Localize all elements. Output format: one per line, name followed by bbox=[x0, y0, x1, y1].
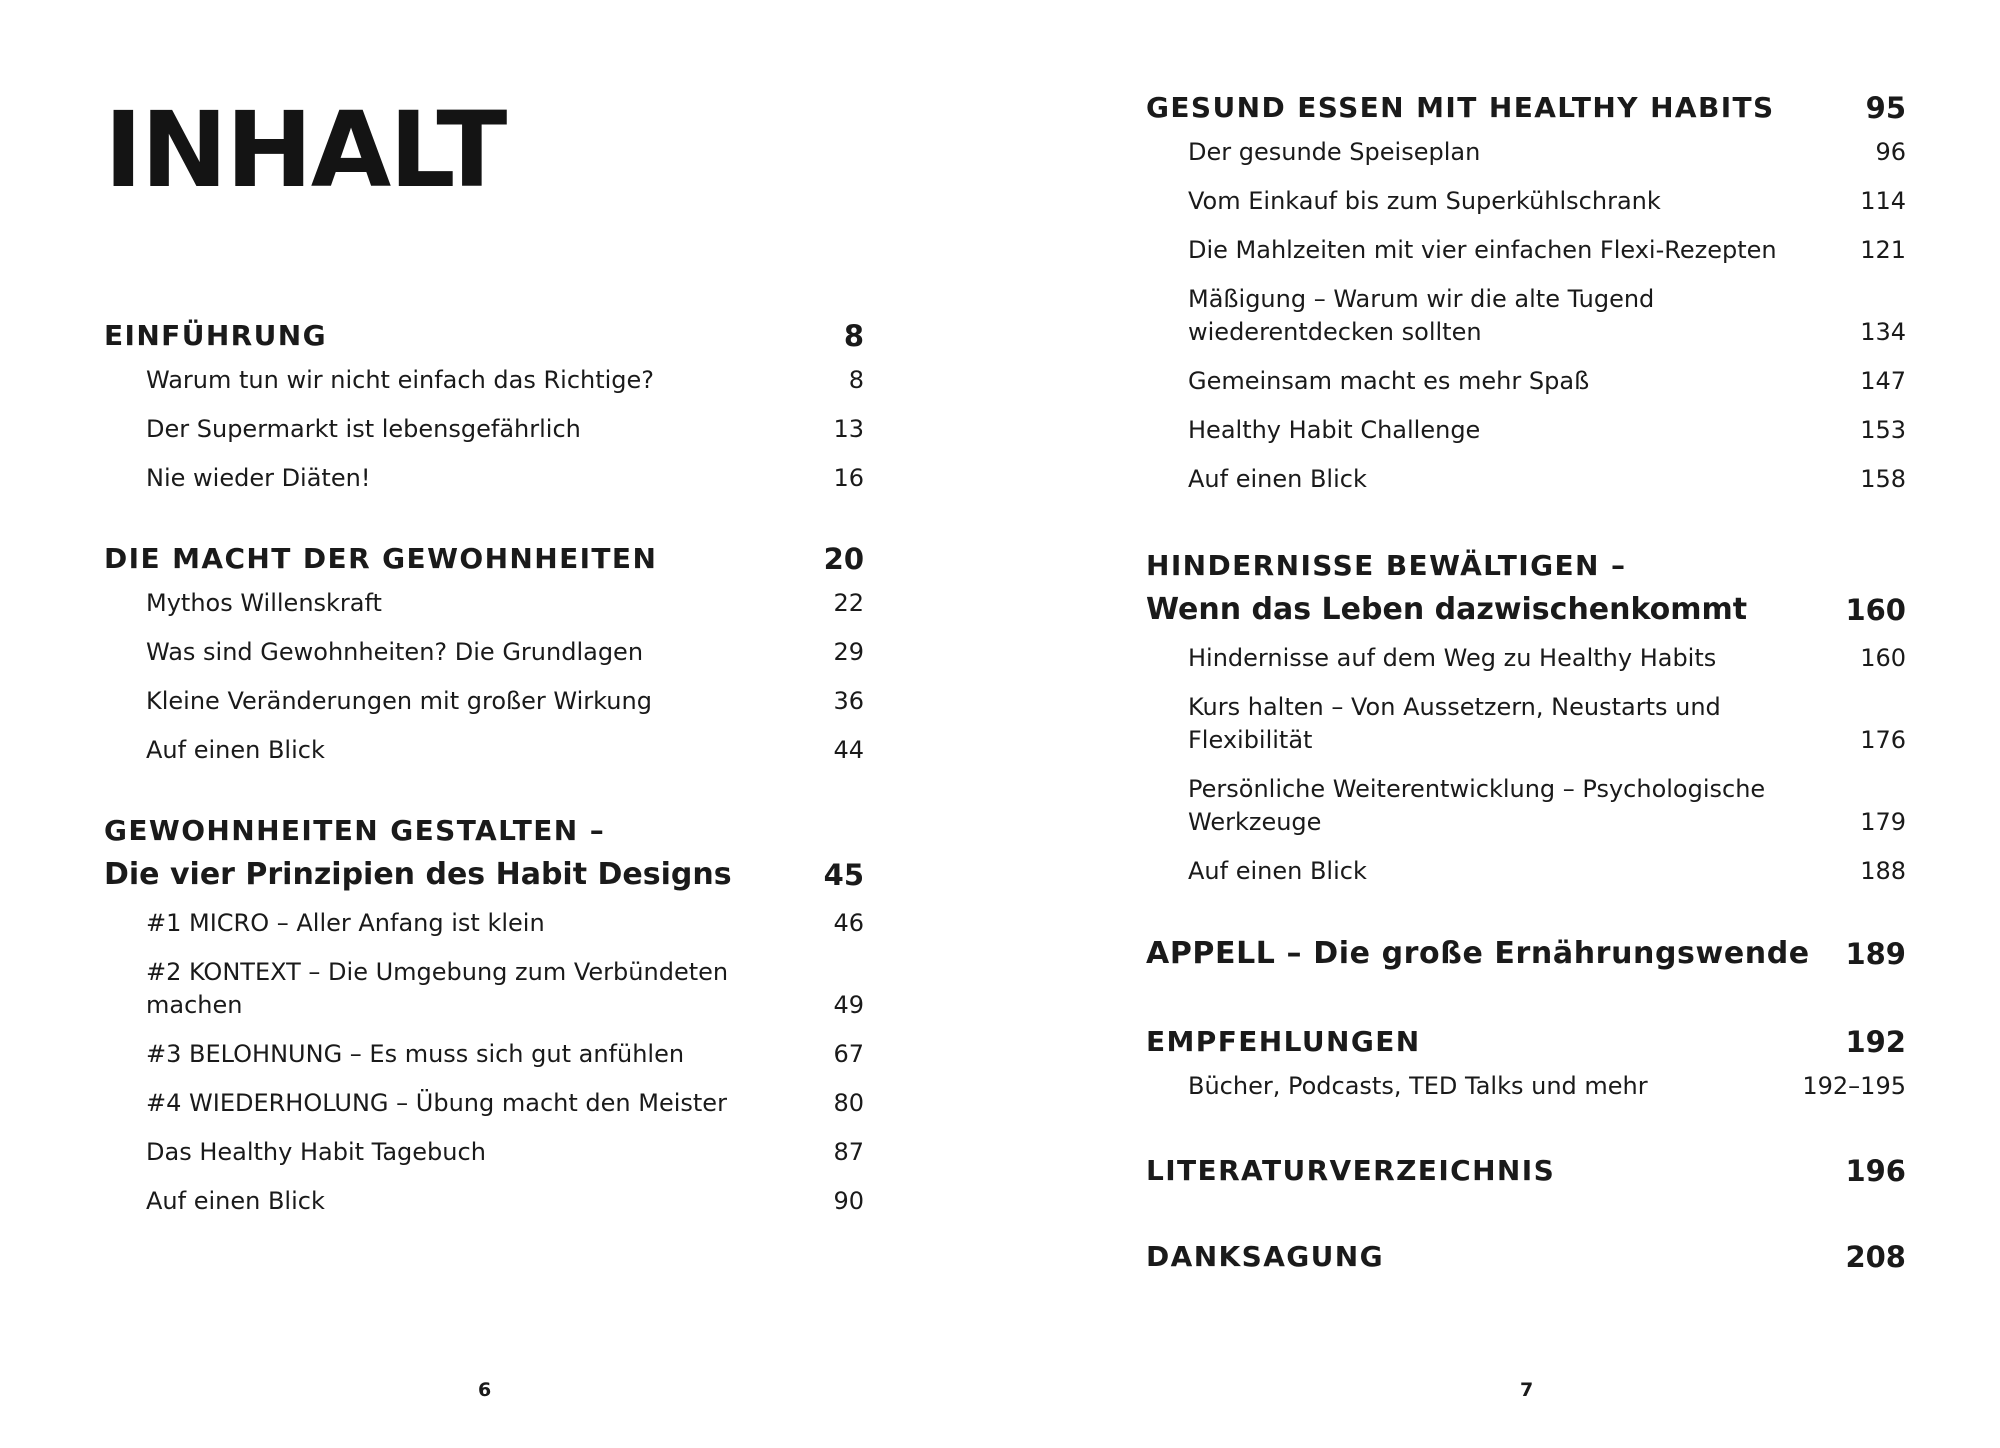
entry-title: #1 MICRO – Aller Anfang ist klein bbox=[146, 909, 545, 937]
section-page-number: 8 bbox=[843, 319, 864, 353]
entry-page-number: 29 bbox=[833, 638, 864, 666]
entry-title: Der gesunde Speiseplan bbox=[1188, 138, 1481, 166]
toc-entries bbox=[1188, 1070, 1906, 1103]
page-number: 6 bbox=[478, 1379, 492, 1401]
section-subtitle[interactable]: Die vier Prinzipien des Habit Designs bbox=[104, 857, 732, 892]
section-title[interactable]: GEWOHNHEITEN GESTALTEN – bbox=[104, 814, 606, 847]
entry-page-number: 22 bbox=[833, 589, 864, 617]
entry-page-number: 147 bbox=[1860, 367, 1906, 395]
section-subtitle[interactable]: Wenn das Leben dazwischenkommt bbox=[1146, 592, 1748, 627]
section-title[interactable]: HINDERNISSE BEWÄLTIGEN – bbox=[1146, 549, 1627, 582]
entry-page-number: 188 bbox=[1860, 857, 1906, 885]
entry-page-number: 49 bbox=[833, 991, 864, 1019]
entry-page-number: 176 bbox=[1860, 726, 1906, 754]
toc-entry[interactable] bbox=[146, 907, 864, 940]
entry-title: Was sind Gewohnheiten? Die Grundlagen bbox=[146, 638, 644, 666]
toc-entry[interactable] bbox=[146, 413, 864, 446]
toc-entry[interactable] bbox=[1188, 642, 1906, 675]
entry-page-number: 87 bbox=[833, 1138, 864, 1166]
entry-title: Der Supermarkt ist lebensgefährlich bbox=[146, 415, 581, 443]
toc-entry[interactable] bbox=[1188, 1070, 1906, 1103]
section-page-number: 192 bbox=[1845, 1025, 1906, 1059]
entry-page-number: 192–195 bbox=[1802, 1072, 1906, 1100]
entry-page-number: 8 bbox=[848, 366, 864, 394]
entry-title: Nie wieder Diäten! bbox=[146, 464, 371, 492]
toc-entry[interactable] bbox=[1188, 691, 1906, 757]
toc-entry[interactable] bbox=[146, 956, 864, 1022]
toc-section bbox=[104, 813, 864, 1218]
toc-entry[interactable] bbox=[1188, 234, 1906, 267]
section-heading-row bbox=[1146, 1024, 1906, 1060]
toc-entry[interactable] bbox=[1188, 855, 1906, 888]
toc-entry[interactable] bbox=[146, 587, 864, 620]
section-heading-row bbox=[1146, 90, 1906, 126]
toc-entry[interactable] bbox=[146, 685, 864, 718]
toc-entry[interactable] bbox=[1188, 283, 1906, 349]
section-title[interactable]: EINFÜHRUNG bbox=[104, 319, 327, 352]
entry-title: Gemeinsam macht es mehr Spaß bbox=[1188, 367, 1590, 395]
entry-title: Mythos Willenskraft bbox=[146, 589, 382, 617]
entry-page-number: 13 bbox=[833, 415, 864, 443]
section-title[interactable]: APPELL – Die große Ernährungswende bbox=[1146, 936, 1810, 971]
toc-entry[interactable] bbox=[1188, 414, 1906, 447]
toc-entries bbox=[1188, 136, 1906, 496]
section-title[interactable]: DANKSAGUNG bbox=[1146, 1240, 1385, 1273]
toc-section bbox=[1146, 1024, 1906, 1103]
section-page-number: 160 bbox=[1845, 593, 1906, 627]
section-page-number: 196 bbox=[1845, 1154, 1906, 1188]
page-number: 7 bbox=[1520, 1379, 1534, 1401]
entry-title: Auf einen Blick bbox=[146, 736, 325, 764]
entry-page-number: 153 bbox=[1860, 416, 1906, 444]
toc-section bbox=[1146, 548, 1906, 888]
toc-entries bbox=[146, 907, 864, 1218]
section-title[interactable]: GESUND ESSEN MIT HEALTHY HABITS bbox=[1146, 91, 1775, 124]
section-title[interactable]: DIE MACHT DER GEWOHNHEITEN bbox=[104, 542, 658, 575]
entry-title: Die Mahlzeiten mit vier einfachen Flexi-Rezepten bbox=[1188, 236, 1777, 264]
toc-column-right bbox=[1146, 90, 1906, 1275]
section-title[interactable]: LITERATURVERZEICHNIS bbox=[1146, 1154, 1556, 1187]
toc-entry[interactable] bbox=[146, 462, 864, 495]
toc-entry[interactable] bbox=[146, 1038, 864, 1071]
entry-title: Healthy Habit Challenge bbox=[1188, 416, 1481, 444]
entry-title: Vom Einkauf bis zum Superkühlschrank bbox=[1188, 187, 1661, 215]
entry-title: #2 KONTEXT – Die Umgebung zum Verbündeten machen bbox=[146, 958, 729, 1019]
section-heading-row bbox=[104, 318, 864, 354]
toc-column-left bbox=[104, 318, 864, 1234]
section-page-number: 208 bbox=[1845, 1240, 1906, 1274]
entry-page-number: 134 bbox=[1860, 318, 1906, 346]
section-heading-row bbox=[1146, 936, 1906, 972]
entry-title: Bücher, Podcasts, TED Talks und mehr bbox=[1188, 1072, 1648, 1100]
entry-title: Kleine Veränderungen mit großer Wirkung bbox=[146, 687, 652, 715]
entry-page-number: 46 bbox=[833, 909, 864, 937]
toc-entry[interactable] bbox=[146, 636, 864, 669]
toc-entry[interactable] bbox=[146, 1087, 864, 1120]
entry-title: Das Healthy Habit Tagebuch bbox=[146, 1138, 486, 1166]
entry-page-number: 90 bbox=[833, 1187, 864, 1215]
section-heading-row bbox=[1146, 1239, 1906, 1275]
section-page-number: 189 bbox=[1845, 937, 1906, 971]
toc-section bbox=[1146, 1239, 1906, 1275]
entry-page-number: 114 bbox=[1860, 187, 1906, 215]
entry-page-number: 160 bbox=[1860, 644, 1906, 672]
section-title[interactable]: EMPFEHLUNGEN bbox=[1146, 1025, 1421, 1058]
entry-title: #4 WIEDERHOLUNG – Übung macht den Meister bbox=[146, 1089, 727, 1117]
entry-title: Mäßigung – Warum wir die alte Tugend wiederentdecken sollten bbox=[1188, 285, 1655, 346]
entry-title: Auf einen Blick bbox=[1188, 465, 1367, 493]
entry-page-number: 44 bbox=[833, 736, 864, 764]
entry-page-number: 96 bbox=[1875, 138, 1906, 166]
toc-entry[interactable] bbox=[1188, 365, 1906, 398]
toc-entries bbox=[1188, 642, 1906, 888]
right-page bbox=[1000, 0, 2000, 1448]
entry-page-number: 67 bbox=[833, 1040, 864, 1068]
toc-entry[interactable] bbox=[146, 1185, 864, 1218]
entry-page-number: 16 bbox=[833, 464, 864, 492]
section-page-number: 45 bbox=[823, 858, 864, 892]
entry-page-number: 158 bbox=[1860, 465, 1906, 493]
section-page-number: 20 bbox=[823, 542, 864, 576]
toc-section bbox=[104, 318, 864, 495]
entry-page-number: 179 bbox=[1860, 808, 1906, 836]
toc-section bbox=[1146, 1153, 1906, 1189]
entry-title: Auf einen Blick bbox=[1188, 857, 1367, 885]
section-heading-row bbox=[104, 849, 864, 897]
toc-entries bbox=[146, 587, 864, 767]
entry-title: Kurs halten – Von Aussetzern, Neustarts und Flexibilität bbox=[1188, 693, 1721, 754]
toc-entry[interactable] bbox=[1188, 463, 1906, 496]
section-heading-row bbox=[1146, 1153, 1906, 1189]
toc-section bbox=[104, 541, 864, 767]
entry-page-number: 80 bbox=[833, 1089, 864, 1117]
section-page-number: 95 bbox=[1865, 91, 1906, 125]
toc-entries bbox=[146, 364, 864, 495]
toc-section bbox=[1146, 90, 1906, 496]
entry-title: Persönliche Weiterentwicklung – Psychologische Werkzeuge bbox=[1188, 775, 1766, 836]
entry-title: Warum tun wir nicht einfach das Richtige? bbox=[146, 366, 655, 394]
toc-entry[interactable] bbox=[1188, 773, 1906, 839]
toc-section bbox=[1146, 936, 1906, 972]
toc-entry[interactable] bbox=[146, 734, 864, 767]
toc-entry[interactable] bbox=[1188, 136, 1906, 169]
entry-title: Hindernisse auf dem Weg zu Healthy Habits bbox=[1188, 644, 1717, 672]
page-title: INHALT bbox=[104, 89, 506, 211]
entry-title: Auf einen Blick bbox=[146, 1187, 325, 1215]
entry-page-number: 36 bbox=[833, 687, 864, 715]
entry-page-number: 121 bbox=[1860, 236, 1906, 264]
toc-entry[interactable] bbox=[146, 364, 864, 397]
entry-title: #3 BELOHNUNG – Es muss sich gut anfühlen bbox=[146, 1040, 685, 1068]
section-heading-row bbox=[104, 541, 864, 577]
toc-entry[interactable] bbox=[146, 1136, 864, 1169]
section-heading-row bbox=[1146, 584, 1906, 632]
toc-entry[interactable] bbox=[1188, 185, 1906, 218]
